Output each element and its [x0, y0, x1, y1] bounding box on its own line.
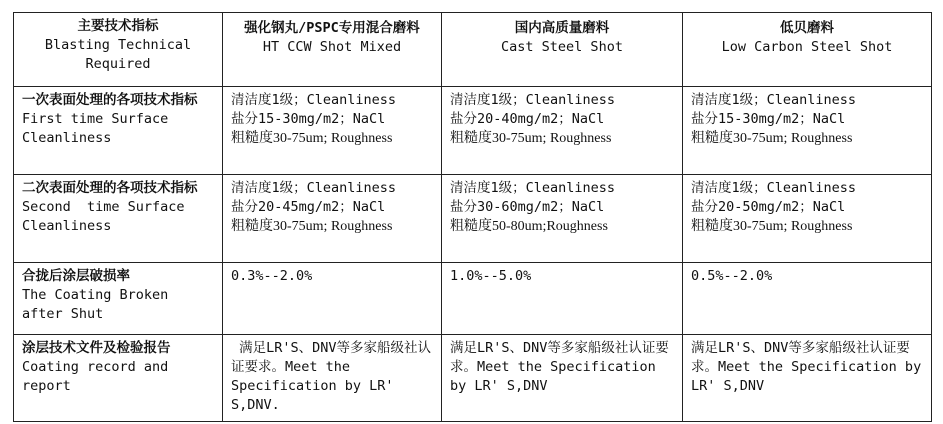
cleanliness-value: 清洁度1级；Cleanliness	[231, 92, 397, 108]
cleanliness-value: 清洁度1级；Cleanliness	[691, 92, 857, 108]
roughness-value: 粗糙度50-80um;Roughness	[450, 219, 608, 234]
table-row	[14, 175, 932, 263]
roughness-value: 粗糙度30-75um; Roughness	[691, 131, 853, 146]
row-label-en: report	[22, 378, 71, 394]
row-label	[14, 335, 223, 422]
header-line: Cast Steel Shot	[501, 39, 623, 55]
cell-value	[683, 87, 932, 175]
header-ht-ccw-shot	[223, 13, 442, 87]
row-label-en: Cleanliness	[22, 218, 112, 234]
cell-value	[683, 263, 932, 335]
certification-text: 满足LR'S、DNV等多家船级社认证要求。Meet the Specification by LR' S,DNV.	[231, 340, 432, 413]
certification-text: 满足LR'S、DNV等多家船级社认证要求。Meet the Specification by LR' S,DNV	[691, 340, 922, 394]
salt-value: 盐分20-50mg/m2；NaCl	[691, 199, 846, 215]
header-row	[14, 13, 932, 87]
header-low-carbon-steel-shot	[683, 13, 932, 87]
row-label-en: The Coating Broken	[22, 287, 169, 303]
salt-value: 盐分20-45mg/m2；NaCl	[231, 199, 386, 215]
row-label-cn: 二次表面处理的各项技术指标	[22, 180, 198, 196]
broken-rate-value: 0.5%--2.0%	[691, 268, 773, 284]
cell-value	[442, 87, 683, 175]
row-label-en: Coating record and	[22, 359, 169, 375]
cell-value	[223, 175, 442, 263]
roughness-value: 粗糙度30-75um; Roughness	[231, 219, 393, 234]
technical-comparison-table	[13, 12, 932, 422]
header-cast-steel-shot	[442, 13, 683, 87]
salt-value: 盐分15-30mg/m2；NaCl	[691, 111, 846, 127]
row-label	[14, 263, 223, 335]
cell-value	[223, 263, 442, 335]
row-label-cn: 合拢后涂层破损率	[22, 268, 130, 284]
cell-value	[223, 335, 442, 422]
header-indicator-line: 主要技术指标	[77, 18, 159, 34]
header-line: Low Carbon Steel Shot	[721, 39, 893, 55]
row-label-en: after Shut	[22, 306, 104, 322]
header-indicator	[14, 13, 223, 87]
row-label	[14, 175, 223, 263]
cleanliness-value: 清洁度1级；Cleanliness	[450, 180, 616, 196]
cleanliness-value: 清洁度1级；Cleanliness	[450, 92, 616, 108]
header-line: 国内高质量磨料	[514, 20, 610, 36]
row-label	[14, 87, 223, 175]
roughness-value: 粗糙度30-75um; Roughness	[231, 131, 393, 146]
header-line: 强化钢丸/PSPC专用混合磨料	[244, 20, 420, 36]
header-line: 低贝磨料	[780, 20, 834, 36]
roughness-value: 粗糙度30-75um; Roughness	[450, 131, 612, 146]
cell-value	[683, 175, 932, 263]
table-row	[14, 335, 932, 422]
row-label-en: First time Surface	[22, 111, 169, 127]
cell-value	[442, 335, 683, 422]
cell-value	[683, 335, 932, 422]
salt-value: 盐分30-60mg/m2；NaCl	[450, 199, 605, 215]
broken-rate-value: 1.0%--5.0%	[450, 268, 532, 284]
salt-value: 盐分20-40mg/m2；NaCl	[450, 111, 605, 127]
cleanliness-value: 清洁度1级；Cleanliness	[691, 180, 857, 196]
certification-text: 满足LR'S、DNV等多家船级社认证要求。Meet the Specification by LR' S,DNV	[450, 340, 669, 394]
roughness-value: 粗糙度30-75um; Roughness	[691, 219, 853, 234]
header-indicator-line: Blasting Technical	[44, 37, 192, 53]
row-label-cn: 涂层技术文件及检验报告	[22, 340, 171, 356]
header-indicator-line: Required	[85, 56, 151, 72]
table-row	[14, 87, 932, 175]
header-line: HT CCW Shot Mixed	[262, 39, 402, 55]
cell-value	[442, 175, 683, 263]
cleanliness-value: 清洁度1级；Cleanliness	[231, 180, 397, 196]
table-row	[14, 263, 932, 335]
cell-value	[223, 87, 442, 175]
row-label-en: Second time Surface	[22, 199, 185, 215]
row-label-en: Cleanliness	[22, 130, 112, 146]
row-label-cn: 一次表面处理的各项技术指标	[22, 92, 198, 108]
salt-value: 盐分15-30mg/m2；NaCl	[231, 111, 386, 127]
cell-value	[442, 263, 683, 335]
broken-rate-value: 0.3%--2.0%	[231, 268, 313, 284]
